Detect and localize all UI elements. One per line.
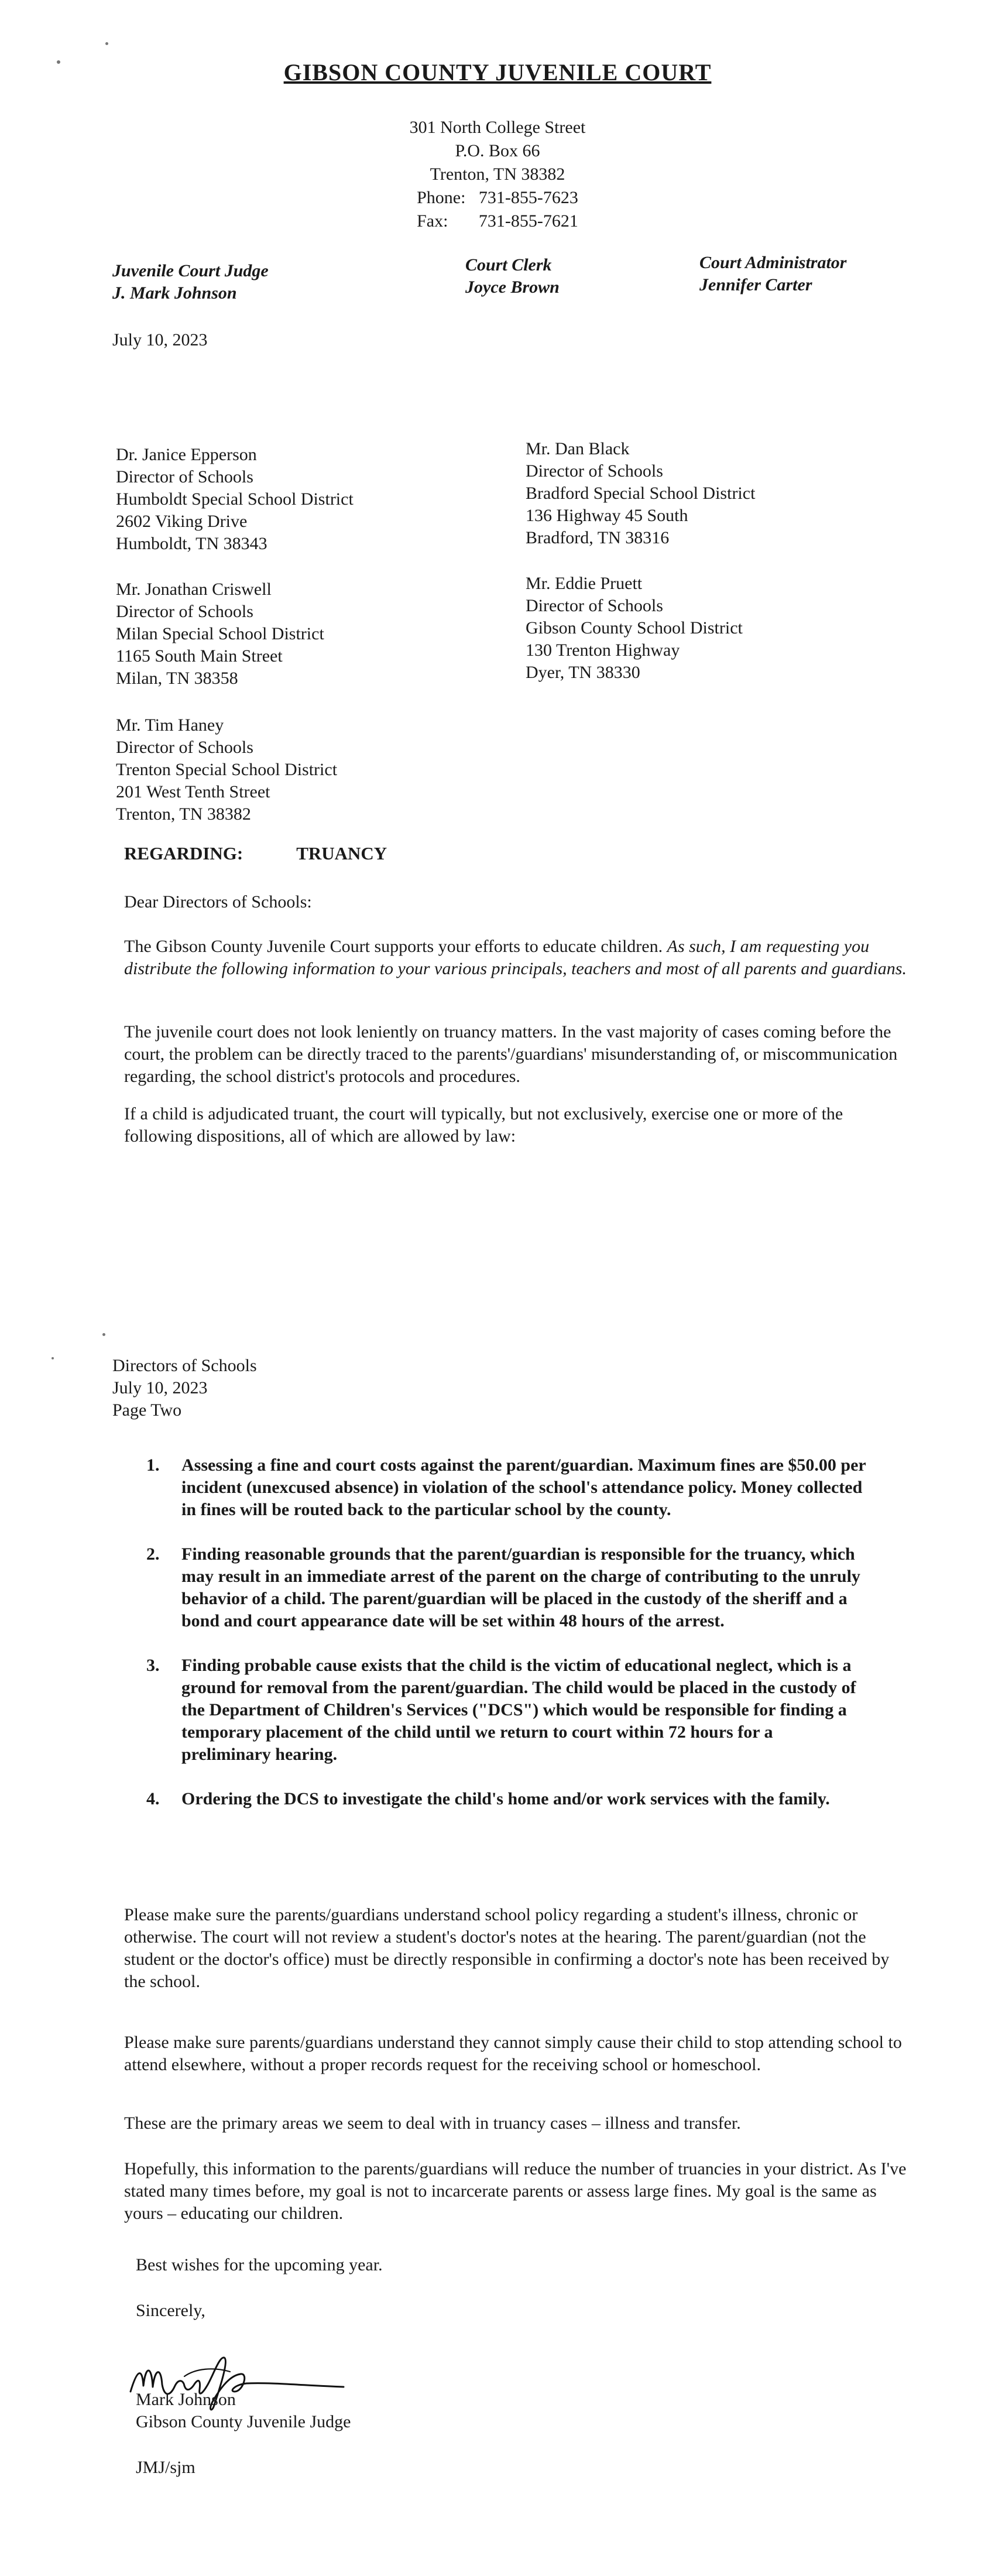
salutation: Dear Directors of Schools: [124, 892, 312, 912]
signer-title: Gibson County Juvenile Judge [136, 2412, 351, 2431]
scan-mark [105, 42, 108, 45]
page2-header-date: July 10, 2023 [112, 1378, 208, 1397]
list-item: 1. Assessing a fine and court costs against the parent/guardian. Maximum fines are $50.00 per incident (unexcused absence) in violation of the school's attendance policy. Money collected in fines will be routed back to the particular school by the county. [146, 1455, 866, 1519]
address-phone: Phone: 731-855-7623 [417, 188, 578, 207]
regarding-line [124, 843, 387, 864]
signer-name: Mark Johnson [136, 2390, 236, 2409]
paragraph-best-wishes: Best wishes for the upcoming year. [136, 2255, 383, 2274]
paragraph-primary-areas: These are the primary areas we seem to deal with in truancy cases – illness and transfer. [124, 2113, 741, 2133]
admin-block [699, 252, 846, 296]
scan-mark [52, 1357, 54, 1359]
recipient-epperson: Dr. Janice Epperson Director of Schools Humboldt Special School District 2602 Viking Drive Humboldt, TN 38343 [116, 445, 354, 553]
address-po-box: P.O. Box 66 [455, 141, 540, 160]
regarding-label: REGARDING: [124, 843, 243, 864]
list-item: 4. Ordering the DCS to investigate the child's home and/or work services with the family. [146, 1789, 830, 1808]
signer-block [136, 2389, 351, 2433]
initials: JMJ/sjm [136, 2458, 195, 2477]
admin-title: Court Administrator [699, 253, 847, 272]
closing: Sincerely, [136, 2301, 205, 2320]
letter-date: July 10, 2023 [112, 330, 208, 350]
court-title: GIBSON COUNTY JUVENILE COURT [283, 59, 712, 85]
recipient-criswell: Mr. Jonathan Criswell Director of Schools Milan Special School District 1165 South Main Street Milan, TN 38358 [116, 580, 324, 688]
address-city: Trenton, TN 38382 [430, 165, 565, 184]
paragraph-illness: Please make sure the parents/guardians understand school policy regarding a student's illness, chronic or otherwise. The court will not review a student's doctor's notes at the hearing. The parent/guardian (not the student or the doctor's office) must be directly responsible in confirming a doctor's note has been received by the school. [124, 1905, 890, 1991]
recipient-black: Mr. Dan Black Director of Schools Bradford Special School District 136 Highway 45 South Bradford, TN 38316 [526, 439, 756, 547]
address-fax: Fax: 731-855-7621 [417, 211, 578, 231]
page2-header-page: Page Two [112, 1400, 182, 1420]
clerk-block [465, 254, 560, 299]
recipient-pruett: Mr. Eddie Pruett Director of Schools Gibson County School District 130 Trenton Highway Dyer, TN 38330 [526, 574, 743, 682]
regarding-value: TRUANCY [296, 843, 387, 864]
judge-name: J. Mark Johnson [112, 283, 237, 303]
judge-block [112, 260, 269, 304]
list-item: 3. Finding probable cause exists that the child is the victim of educational neglect, which is a ground for removal from the parent/guardian. The child would be placed in the custody of the Department of Children's Services ("DCS") which would be responsible for finding a temporary placement of the child until we return to court within 72 hours for a preliminary hearing. [146, 1656, 856, 1764]
admin-name: Jennifer Carter [699, 275, 812, 294]
page2-header [112, 1355, 257, 1421]
clerk-name: Joyce Brown [465, 278, 560, 297]
dispositions-list [146, 1454, 866, 1832]
paragraph-intro: The Gibson County Juvenile Court supports your efforts to educate children. As such, I am requesting you distribute the following information to your various principals, teachers and most of all parents and guardians. [124, 937, 907, 978]
paragraph-transfer: Please make sure parents/guardians understand they cannot simply cause their child to stop attending school to attend elsewhere, without a proper records request for the receiving school or homeschool. [124, 2033, 902, 2074]
address-street: 301 North College Street [409, 118, 586, 137]
list-item: 2. Finding reasonable grounds that the parent/guardian is responsible for the truancy, which may result in an immediate arrest of the parent on the charge of contributing to the unruly behavior of a child. The parent/guardian will be placed in the custody of the sheriff and a bond and court appearance date will be set within 48 hours of the arrest. [146, 1544, 860, 1630]
clerk-title: Court Clerk [465, 255, 552, 275]
paragraph-dispositions-intro: If a child is adjudicated truant, the court will typically, but not exclusively, exercise one or more of the following dispositions, all of which are allowed by law: [124, 1104, 843, 1146]
recipient-haney: Mr. Tim Haney Director of Schools Trenton Special School District 201 West Tenth Street Trenton, TN 38382 [116, 715, 338, 824]
paragraph-leniency: The juvenile court does not look leniently on truancy matters. In the vast majority of cases coming before the court, the problem can be directly traced to the parents'/guardians' misunderstanding of, or miscommunication regarding, the school district's protocols and procedures. [124, 1022, 898, 1086]
scan-mark [102, 1333, 105, 1336]
judge-title: Juvenile Court Judge [112, 261, 269, 280]
page2-header-recipient: Directors of Schools [112, 1356, 257, 1375]
court-address [0, 116, 995, 233]
paragraph-hopefully: Hopefully, this information to the parents/guardians will reduce the number of truancies in your district. As I've stated many times before, my goal is not to incarcerate parents or assess large fines. My goal is the same as yours – educating our children. [124, 2159, 907, 2223]
